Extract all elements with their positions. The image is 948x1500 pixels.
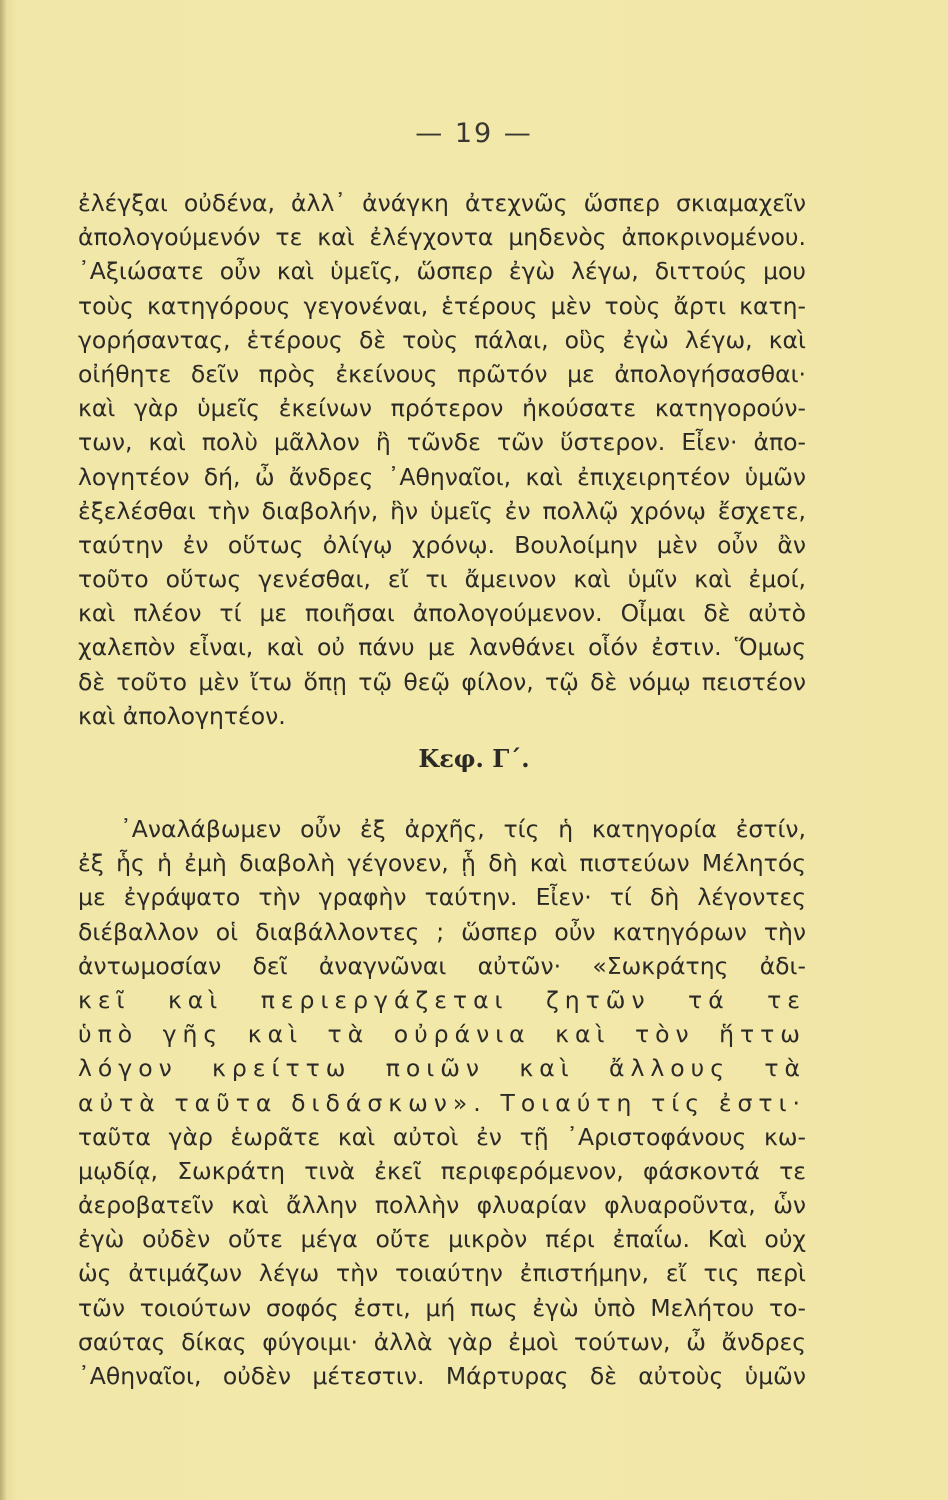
text-line: ἐγὼ οὐδὲν οὔτε μέγα οὔτε μικρὸν πέρι ἐπαΐω. Καὶ οὐχ bbox=[78, 1225, 806, 1254]
text-line-spaced: λόγον κρείττω ποιῶν καὶ ἄλλους τὰ bbox=[78, 1054, 806, 1083]
text-line: ᾽Αξιώσατε οὖν καὶ ὑμεῖς, ὥσπερ ἐγὼ λέγω, διττούς μου bbox=[78, 257, 806, 286]
text-line: ταῦτα γὰρ ἑωρᾶτε καὶ αὐτοὶ ἐν τῇ ᾽Αριστοφάνους κω- bbox=[78, 1122, 806, 1151]
paragraph-2 bbox=[78, 812, 806, 1393]
text-line: ταύτην ἐν οὕτως ὀλίγῳ χρόνῳ. Βουλοίμην μὲν οὖν ἂν bbox=[78, 530, 806, 559]
text-line: τοῦτο οὕτως γενέσθαι, εἴ τι ἄμεινον καὶ ὑμῖν καὶ ἐμοί, bbox=[78, 565, 806, 594]
chapter-heading: Κεφ. Γ΄. bbox=[418, 744, 530, 773]
text-line-spaced: κεῖ καὶ περιεργάζεται ζητῶν τά τε bbox=[78, 985, 806, 1014]
text-line: σαύτας δίκας φύγοιμι· ἀλλὰ γὰρ ἐμοὶ τούτων, ὦ ἄνδρες bbox=[78, 1327, 806, 1356]
text-line: καὶ ἀπολογητέον. bbox=[78, 701, 286, 730]
text-line: ἀπολογούμενόν τε καὶ ἐλέγχοντα μηδενὸς ἀποκρινομένου. bbox=[78, 223, 806, 252]
text-line: χαλεπὸν εἶναι, καὶ οὐ πάνυ με λανθάνει οἷόν ἐστιν. Ὅμως bbox=[78, 633, 806, 662]
text-line: γορήσαντας, ἑτέρους δὲ τοὺς πάλαι, οὓς ἐγὼ λέγω, καὶ bbox=[78, 325, 806, 354]
text-line: ἐξελέσθαι τὴν διαβολήν, ἣν ὑμεῖς ἐν πολλῷ χρόνῳ ἔσχετε, bbox=[78, 496, 806, 525]
text-line-spaced: ὑπὸ γῆς καὶ τὰ οὐράνια καὶ τὸν ἥττω bbox=[78, 1020, 806, 1049]
text-line: ἐλέγξαι οὐδένα, ἀλλ᾽ ἀνάγκη ἀτεχνῶς ὥσπερ σκιαμαχεῖν bbox=[78, 189, 806, 217]
text-line: διέβαλλον οἱ διαβάλλοντες ; ὥσπερ οὖν κατηγόρων τὴν bbox=[78, 917, 806, 946]
text-line: ἀεροβατεῖν καὶ ἄλλην πολλὴν φλυαρίαν φλυαροῦντα, ὧν bbox=[78, 1191, 806, 1220]
text-line: τοὺς κατηγόρους γεγονέναι, ἑτέρους μὲν τοὺς ἄρτι κατη- bbox=[78, 291, 806, 320]
text-line: καὶ γὰρ ὑμεῖς ἐκείνων πρότερον ἠκούσατε κατηγορούν- bbox=[78, 394, 806, 423]
text-line-spaced: αὐτὰ ταῦτα διδάσκων». Τοιαύτη τίς ἐστι· bbox=[78, 1088, 806, 1117]
text-line: οἰήθητε δεῖν πρὸς ἐκείνους πρῶτόν με ἀπολογήσασθαι· bbox=[78, 359, 806, 388]
paragraph-1 bbox=[78, 186, 806, 733]
text-line: τῶν τοιούτων σοφός ἐστι, μή πως ἐγὼ ὑπὸ Μελήτου το- bbox=[78, 1293, 806, 1322]
page-number: — 19 — bbox=[415, 118, 533, 149]
text-line: ᾽Αθηναῖοι, οὐδὲν μέτεστιν. Μάρτυρας δὲ αὐτοὺς ὑμῶν bbox=[78, 1362, 806, 1390]
text-line: λογητέον δή, ὦ ἄνδρες ᾽Αθηναῖοι, καὶ ἐπιχειρητέον ὑμῶν bbox=[78, 462, 806, 491]
text-line: μῳδίᾳ, Σωκράτη τινὰ ἐκεῖ περιφερόμενον, φάσκοντά τε bbox=[78, 1156, 806, 1185]
text-line: ἐξ ἧς ἡ ἐμὴ διαβολὴ γέγονεν, ᾗ δὴ καὶ πιστεύων Μέλητός bbox=[78, 849, 806, 878]
text-line: ᾽Αναλάβωμεν οὖν ἐξ ἀρχῆς, τίς ἡ κατηγορία ἐστίν, bbox=[120, 815, 806, 843]
text-line: ἀντωμοσίαν δεῖ ἀναγνῶναι αὐτῶν· «Σωκράτης ἀδι- bbox=[78, 951, 806, 980]
text-line: ὡς ἀτιμάζων λέγω τὴν τοιαύτην ἐπιστήμην, εἴ τις περὶ bbox=[78, 1259, 806, 1288]
text-line: δὲ τοῦτο μὲν ἴτω ὅπῃ τῷ θεῷ φίλον, τῷ δὲ νόμῳ πειστέον bbox=[78, 667, 806, 696]
text-line: των, καὶ πολὺ μᾶλλον ἢ τῶνδε τῶν ὕστερον. Εἶεν· ἀπο- bbox=[78, 428, 806, 457]
text-line: με ἐγράψατο τὴν γραφὴν ταύτην. Εἶεν· τί δὴ λέγοντες bbox=[78, 883, 806, 912]
text-line: καὶ πλέον τί με ποιῆσαι ἀπολογούμενον. Οἶμαι δὲ αὐτὸ bbox=[78, 599, 806, 628]
